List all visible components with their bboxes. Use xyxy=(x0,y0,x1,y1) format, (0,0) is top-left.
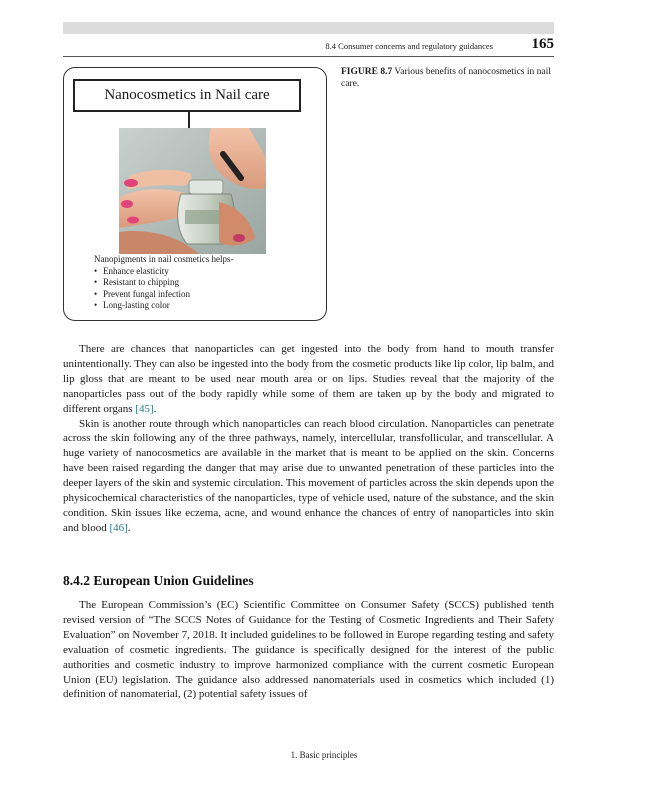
paragraph-text: There are chances that nanoparticles can get ingested into the body from hand to mouth transfer unintentionally. They can also be ingested into the body from the cosmetic products like lip color, lip balm, and lip gloss that are meant to be used near mouth area or on lips. Studies reveal that the majority of the nanoparticles pass out of the body rapidly while some of them are taken up by the body and migrated to different organs xyxy=(63,343,554,415)
running-head: 8.4 Consumer concerns and regulatory guidances xyxy=(325,41,493,51)
body-text-block xyxy=(63,342,554,536)
citation-link[interactable]: [45] xyxy=(135,402,154,415)
benefit-item: • Prevent fungal infection xyxy=(94,289,314,301)
paragraph: The European Commission’s (EC) Scientific Committee on Consumer Safety (SCCS) published tenth revised version of “The SCCS Notes of Guidance for the Testing of Cosmetic Ingredients and Their Safety Evaluation” on November 7, 2018. It included guidelines to be followed in Europe regarding testing and safety evaluation of cosmetic ingredients. The guidance is specifically designed for the interest of the public authorities and cosmetic industry to improve harmonized compliance with the current cosmetic European Union (EU) legislation. The guidance also addressed nanomaterials used in cosmetics which included (1) definition of nanomaterial, (2) potential safety issues of xyxy=(63,599,554,701)
figure-caption xyxy=(341,66,555,90)
figure-label: FIGURE 8.7 xyxy=(341,67,393,77)
figure-box xyxy=(63,67,327,321)
paragraph xyxy=(63,417,554,536)
header-rule xyxy=(63,56,554,57)
citation-link[interactable]: [46] xyxy=(109,521,128,534)
section-text-block xyxy=(63,598,554,702)
benefits-intro: Nanopigments in nail cosmetics helps- xyxy=(94,254,234,264)
top-gray-bar xyxy=(63,22,554,34)
nail-care-photo xyxy=(119,128,266,254)
benefit-item: • Resistant to chipping xyxy=(94,277,314,289)
page-number: 165 xyxy=(531,36,554,52)
paragraph-end: . xyxy=(127,521,131,534)
figure-connector-line xyxy=(188,111,190,128)
section-heading: 8.4.2 European Union Guidelines xyxy=(63,573,254,588)
paragraph xyxy=(63,342,554,417)
figure-caption-text: Various benefits of nanocosmetics in nail care. xyxy=(341,67,551,89)
benefit-item: • Enhance elasticity xyxy=(94,266,314,278)
benefit-item: • Long-lasting color xyxy=(94,300,314,312)
paragraph-end: . xyxy=(153,402,157,415)
page-footer: 1. Basic principles xyxy=(290,750,358,760)
figure-benefits xyxy=(94,254,314,312)
nail-care-illustration xyxy=(119,128,266,254)
paragraph-text: Skin is another route through which nanoparticles can reach blood circulation. Nanoparticles can penetrate across the skin following any of the three pathways, namely, intercellular, transfollicular, and transcellular. A huge variety of nanocosmetics are available in the market that is meant to be applied on the skin. Concerns have been raised regarding the danger that may arise due to unwanted penetration of these particles into the deeper layers of the skin and systemic circulation. This movement of particles across the skin depends upon the physicochemical characteristics of the nanoparticles, type of vehicle used, nature of the substance, and the skin condition. Skin issues like eczema, acne, and wound enhance the chances of entry of nanoparticles into skin and blood xyxy=(63,417,554,534)
benefits-list xyxy=(94,266,314,312)
figure-title-box: Nanocosmetics in Nail care xyxy=(73,79,301,112)
